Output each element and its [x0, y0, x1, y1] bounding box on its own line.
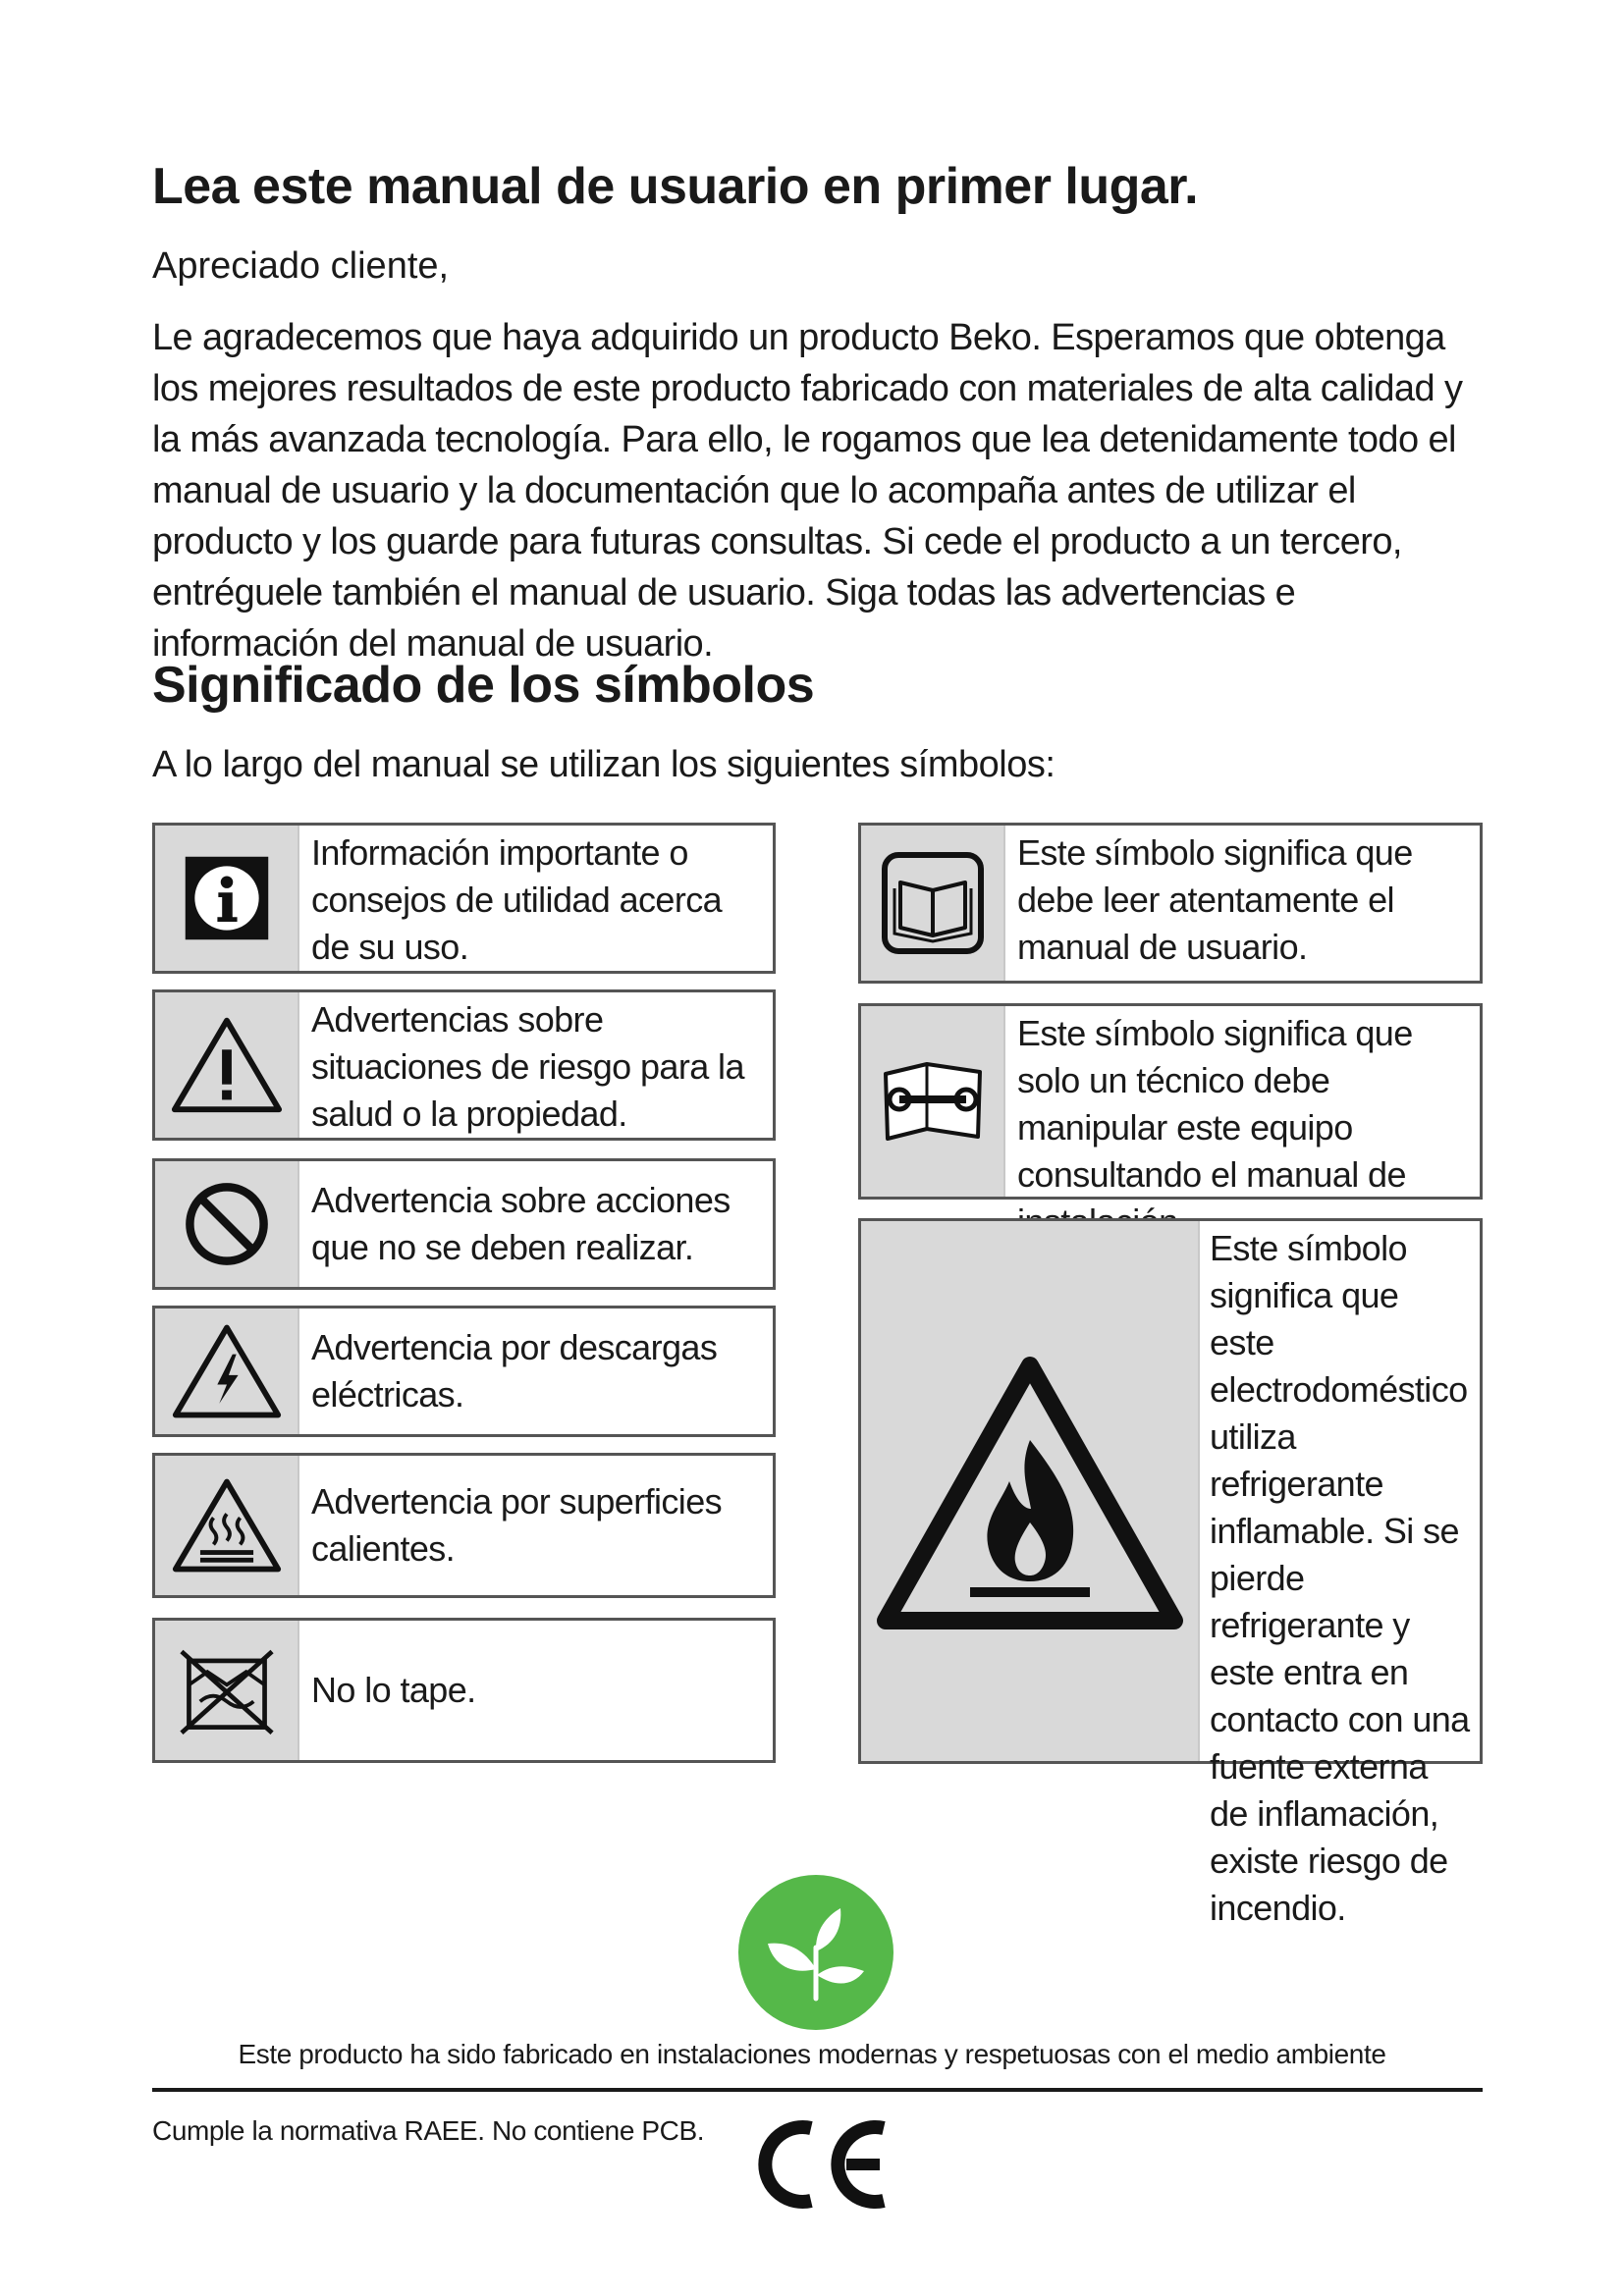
greeting: Apreciado cliente, — [152, 245, 450, 287]
symbol-text: Advertencia por descargas eléctricas. — [311, 1327, 718, 1415]
ce-mark — [746, 2110, 893, 2218]
symbol-row-do-not-cover — [152, 1618, 776, 1763]
do-not-cover-icon — [155, 1621, 299, 1760]
leaf-icon — [738, 1875, 893, 2030]
flammable-icon — [861, 1221, 1200, 1761]
eco-statement: Este producto ha sido fabricado en instalaciones modernas y respetuosas con el medio ambiente — [238, 2039, 1386, 2069]
symbol-text: Advertencias sobre situaciones de riesgo para la salud o la propiedad. — [311, 999, 744, 1134]
symbol-text: No lo tape. — [311, 1670, 476, 1710]
symbol-row-info — [152, 823, 776, 974]
symbol-row-technician — [858, 1003, 1483, 1200]
hot-surface-icon — [155, 1456, 299, 1595]
read-manual-icon — [861, 826, 1005, 981]
raee-statement: Cumple la normativa RAEE. No contiene PCB. — [152, 2115, 705, 2146]
footer-divider — [152, 2088, 1483, 2092]
electric-shock-icon — [155, 1308, 299, 1434]
symbols-heading: Significado de los símbolos — [152, 657, 815, 714]
symbol-text: Advertencia sobre acciones que no se deben realizar. — [311, 1180, 731, 1267]
prohibited-icon — [155, 1161, 299, 1287]
info-icon — [155, 826, 299, 971]
symbol-row-prohibited — [152, 1158, 776, 1290]
symbol-row-electric — [152, 1306, 776, 1437]
symbol-row-warning — [152, 989, 776, 1141]
symbols-lead: A lo largo del manual se utilizan los siguientes símbolos: — [152, 744, 1056, 785]
symbol-text: Este símbolo significa que debe leer atentamente el manual de usuario. — [1017, 832, 1413, 967]
symbol-row-flammable — [858, 1218, 1483, 1928]
technician-manual-icon — [861, 1006, 1005, 1197]
symbol-text: Este símbolo significa que este electrodoméstico utiliza refrigerante inflamable. Si se pierde refrigerante y este entra en contacto con una fuente externa de inflamación, existe riesgo de incendio. — [1210, 1228, 1470, 1928]
warning-triangle-icon — [155, 992, 299, 1138]
intro-paragraph: Le agradecemos que haya adquirido un producto Beko. Esperamos que obtenga los mejores resultados de este producto fabricado con materiales de alta calidad y la más avanzada tecnología. Para ello, le rogamos que lea detenidamente todo el manual de usuario y la documentación que lo acompaña antes de utilizar el producto y los guarde para futuras consultas. Si cede el producto a un tercero, entréguele también el manual de usuario. Siga todas las advertencias e información del manual de usuario. — [152, 317, 1463, 665]
symbol-text: Advertencia por superficies calientes. — [311, 1481, 723, 1569]
symbol-text: Este símbolo significa que solo un técnico debe manipular este equipo consultando el manual de — [1017, 1013, 1413, 1195]
symbol-row-hot-surface — [152, 1453, 776, 1598]
symbol-text: Información importante o consejos de utilidad acerca de su uso. — [311, 832, 723, 967]
page-title: Lea este manual de usuario en primer lugar. — [152, 158, 1199, 215]
symbol-row-read-manual — [858, 823, 1483, 984]
